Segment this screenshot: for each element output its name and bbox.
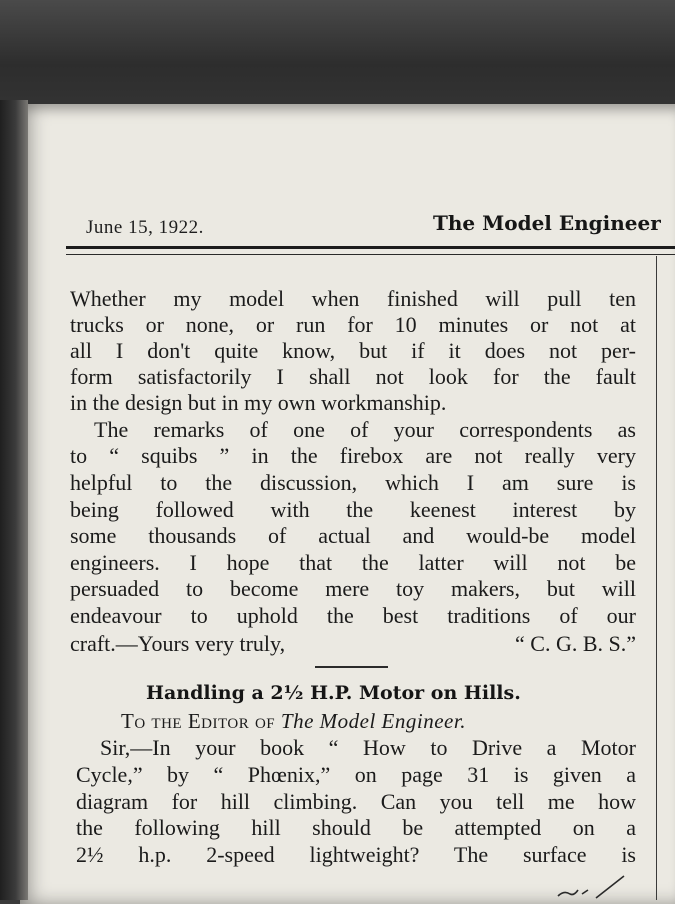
- letter-line: diagram for hill climbing. Can you tell me how: [76, 789, 636, 814]
- body-line: engineers. I hope that the latter will not be: [70, 550, 636, 575]
- body-line: helpful to the discussion, which I am sure is: [70, 470, 636, 495]
- body-line: persuaded to become mere toy makers, but will: [70, 576, 636, 601]
- pencil-mark-icon: [552, 872, 632, 900]
- body-line: all I don't quite know, but if it does not per-: [70, 338, 636, 363]
- header-rule-thin: [66, 254, 675, 255]
- body-line: Whether my model when finished will pull ten: [70, 286, 636, 311]
- column-rule: [656, 256, 657, 900]
- body-line: form satisfactorily I shall not look for the fault: [70, 364, 636, 389]
- closing-text: craft.—Yours very truly,: [70, 631, 286, 656]
- page-shadow-edge: [0, 100, 28, 900]
- to-editor-prefix: To the Editor of: [121, 709, 276, 733]
- signature: “ C. G. B. S.”: [515, 631, 636, 656]
- closing-line: [70, 631, 636, 657]
- body-line: being followed with the keenest interest by: [70, 497, 636, 522]
- header-date: June 15, 1922.: [86, 217, 204, 238]
- publication-title: The Model Engineer: [433, 211, 661, 235]
- letter-line: the following hill should be attempted on a: [76, 815, 636, 840]
- background-top: [0, 0, 675, 108]
- body-line: in the design but in my own workmanship.: [70, 390, 447, 415]
- body-line: some thousands of actual and would-be model: [70, 523, 636, 548]
- letter-line: Sir,—In your book “ How to Drive a Motor: [100, 735, 636, 760]
- body-line: The remarks of one of your correspondents as: [94, 417, 636, 442]
- body-line: trucks or none, or run for 10 minutes or not at: [70, 312, 636, 337]
- section-separator: [315, 666, 388, 668]
- letter-line: Cycle,” by “ Phœnix,” on page 31 is given a: [76, 762, 636, 787]
- magazine-name: The Model Engineer.: [280, 709, 466, 733]
- letter-heading: Handling a 2½ H.P. Motor on Hills.: [146, 682, 521, 704]
- body-line: endeavour to uphold the best traditions of our: [70, 603, 636, 628]
- letter-salutation-line: [121, 709, 466, 734]
- body-line: to “ squibs ” in the firebox are not really very: [70, 443, 636, 468]
- letter-line: 2½ h.p. 2-speed lightweight? The surface is: [76, 842, 636, 867]
- header-rule-thick: [66, 246, 675, 249]
